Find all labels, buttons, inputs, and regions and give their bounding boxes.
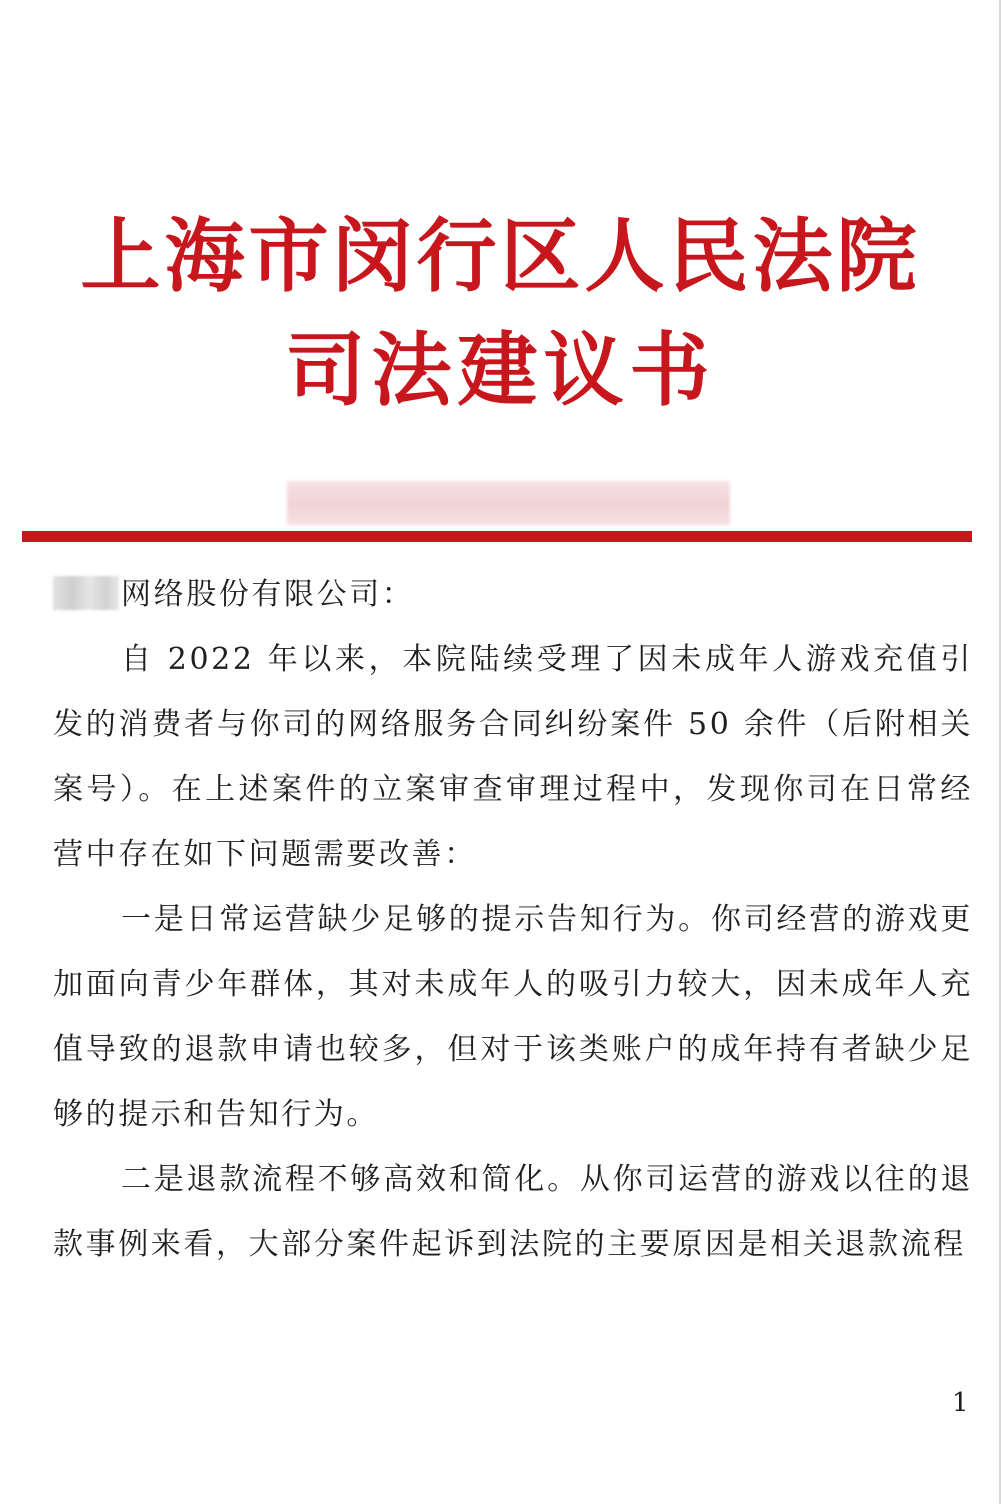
redacted-document-number: [287, 481, 730, 525]
document-type-title: 司法建议书: [285, 323, 716, 417]
court-name-title: 上海市闵行区人民法院: [80, 209, 921, 303]
document-body: [53, 562, 973, 1277]
redacted-company-name: [53, 576, 119, 610]
paragraph-issue-one: 一是日常运营缺少足够的提示告知行为。你司经营的游戏更加面向青少年群体，其对未成年人的吸引力较大，因未成年人充值导致的退款申请也较多，但对于该类账户的成年持有者缺少足够的提示和告知行为。: [53, 902, 973, 1132]
addressee-line: [53, 562, 973, 627]
page-number: 1: [952, 1388, 969, 1418]
red-divider-line: [22, 531, 972, 542]
paragraph-issue-two: 二是退款流程不够高效和简化。从你司运营的游戏以往的退款事例来看，大部分案件起诉到法院的主要原因是相关退款流程: [53, 1162, 973, 1262]
paragraph-intro: 自 2022 年以来，本院陆续受理了因未成年人游戏充值引发的消费者与你司的网络服务合同纠纷案件 50 余件（后附相关案号）。在上述案件的立案审查审理过程中，发现你司在日常经营中存在如下问题需要改善：: [53, 642, 973, 872]
addressee-name: 网络股份有限公司：: [121, 577, 415, 612]
